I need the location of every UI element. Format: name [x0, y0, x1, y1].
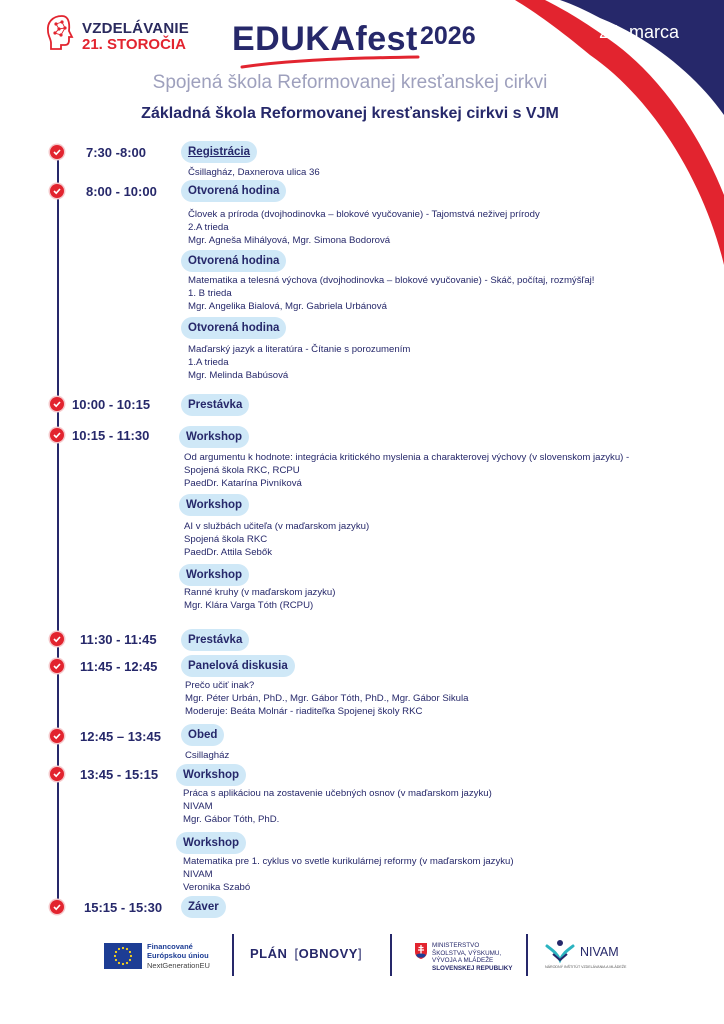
time-slot: 10:00 - 10:15	[72, 397, 151, 412]
school-name-secondary: Základná škola Reformovanej kresťanskej cirkvi s VJM	[141, 105, 559, 122]
session-detail: Od argumentu k hodnote: integrácia kritického myslenia a charakterovej výchovy (v slovenskom jazyku) - Spojená škola RKC, RCPU	[184, 452, 630, 477]
session-detail: Mgr. Agneša Mihályová, Mgr. Simona Bodorová	[188, 235, 391, 246]
session-label-otvorena-hodina: Otvorená hodina	[181, 250, 286, 272]
logo-line1: VZDELÁVANIE	[82, 20, 189, 37]
timeline-check-icon	[50, 900, 64, 914]
event-year: 2026	[420, 22, 476, 50]
session-detail: Prečo učiť inak?	[185, 680, 255, 691]
event-title: EDUKAfest	[232, 20, 418, 58]
session-detail: Mgr. Melinda Babúsová	[188, 370, 289, 381]
vzdelavanie-logo	[44, 12, 189, 56]
nivam-people-icon	[544, 938, 576, 964]
ministry-text: SLOVENSKEJ REPUBLIKY	[432, 964, 513, 972]
session-detail: Mgr. Angelika Bialová, Mgr. Gabriela Urbánová	[188, 301, 387, 312]
session-label-workshop: Workshop	[179, 494, 249, 516]
session-detail: Csillagház	[185, 750, 230, 761]
session-detail: Matematika a telesná výchova (dvojhodinovka – blokové vyučovanie) - Skáč, počítaj, rozmýšľaj!	[188, 275, 595, 286]
session-detail: 1. B trieda	[188, 288, 232, 299]
ministry-text: MINISTERSTVO	[432, 942, 480, 949]
session-detail: NIVAM	[183, 869, 213, 880]
eu-funding-text: NextGenerationEU	[147, 961, 210, 970]
session-label-workshop: Workshop	[179, 564, 249, 586]
plan-obnovy-logo: PLÁN [OBNOVY]	[250, 946, 363, 961]
timeline-check-icon	[50, 397, 64, 411]
session-detail: Ranné kruhy (v maďarskom jazyku)	[184, 587, 336, 598]
session-detail: Mgr. Klára Varga Tóth (RCPU)	[184, 600, 314, 611]
timeline-check-icon	[50, 767, 64, 781]
session-detail: Spojená škola RKC	[184, 534, 268, 545]
session-detail: AI v službách učiteľa (v maďarskom jazyku)	[184, 521, 370, 532]
session-label-registracia[interactable]: Registrácia	[181, 141, 257, 163]
timeline-line	[57, 160, 59, 908]
session-label-workshop: Workshop	[179, 426, 249, 448]
timeline-check-icon	[50, 659, 64, 673]
session-detail: PaedDr. Attila Sebők	[184, 547, 272, 558]
brain-network-icon	[44, 12, 80, 52]
time-slot: 8:00 - 10:00	[86, 184, 157, 199]
session-label-prestavka: Prestávka	[181, 629, 249, 651]
time-slot: 11:45 - 12:45	[80, 659, 158, 674]
session-detail: PaedDr. Katarína Pivníková	[184, 478, 302, 489]
time-slot: 10:15 - 11:30	[72, 428, 150, 443]
session-detail: Človek a príroda (dvojhodinovka – blokové vyučovanie) - Tajomstvá neživej prírody	[188, 209, 540, 220]
session-detail: Práca s aplikáciou na zostavenie učebných osnov (v maďarskom jazyku)	[183, 788, 492, 799]
school-name-primary: Spojená škola Reformovanej kresťanskej cirkvi	[152, 72, 548, 93]
session-label-otvorena-hodina: Otvorená hodina	[181, 317, 286, 339]
eu-funding-text: Financované	[147, 942, 193, 951]
session-detail: 2.A trieda	[188, 222, 229, 233]
eu-flag-icon	[104, 943, 142, 969]
session-label-zaver: Záver	[181, 896, 226, 918]
plan-obnovy-right: OBNOVY	[298, 946, 358, 961]
footer-divider	[232, 934, 234, 976]
time-slot: 15:15 - 15:30	[84, 900, 163, 915]
ministry-text: VÝVOJA A MLÁDEŽE	[432, 957, 494, 964]
footer-divider	[390, 934, 392, 976]
session-label-panelova-diskusia: Panelová diskusia	[181, 655, 295, 677]
session-label-obed: Obed	[181, 724, 224, 746]
time-slot: 11:30 - 11:45	[80, 632, 157, 647]
title-underline-stroke	[240, 54, 420, 70]
event-date: 24. marca	[599, 22, 680, 42]
plan-obnovy-left: PLÁN	[250, 946, 288, 961]
timeline-check-icon	[50, 428, 64, 442]
session-label-workshop: Workshop	[176, 832, 246, 854]
time-slot: 12:45 – 13:45	[80, 729, 161, 744]
session-detail: 1.A trieda	[188, 357, 229, 368]
eu-funding-text: Európskou úniou	[147, 951, 209, 960]
session-label-prestavka: Prestávka	[181, 394, 249, 416]
logo-line2: 21. STOROČIA	[82, 36, 186, 53]
slovak-crest-icon	[414, 942, 428, 960]
nivam-logo-text: NIVAM	[580, 945, 619, 959]
session-detail: Matematika pre 1. cyklus vo svetle kurikulárnej reformy (v maďarskom jazyku)	[183, 856, 514, 867]
session-detail: Veronika Szabó	[183, 882, 251, 893]
timeline-check-icon	[50, 184, 64, 198]
nivam-subtitle: NÁRODNÝ INŠTITÚT VZDELÁVANIA A MLÁDEŽE	[545, 965, 627, 969]
session-detail: Maďarský jazyk a literatúra - Čítanie s porozumením	[188, 344, 411, 355]
footer-divider	[526, 934, 528, 976]
timeline-check-icon	[50, 632, 64, 646]
session-detail: Mgr. Gábor Tóth, PhD.	[183, 814, 280, 825]
ministry-text: ŠKOLSTVA, VÝSKUMU,	[432, 949, 502, 957]
session-label-otvorena-hodina: Otvorená hodina	[181, 180, 286, 202]
session-detail: Mgr. Péter Urbán, PhD., Mgr. Gábor Tóth, PhD., Mgr. Gábor Sikula	[185, 693, 469, 704]
timeline-check-icon	[50, 145, 64, 159]
session-label-workshop: Workshop	[176, 764, 246, 786]
session-detail: Moderuje: Beáta Molnár - riaditeľka Spojenej školy RKC	[185, 706, 423, 717]
timeline-check-icon	[50, 729, 64, 743]
session-detail: Čsillagház, Daxnerova ulica 36	[188, 167, 320, 178]
time-slot: 7:30 -8:00	[86, 145, 146, 160]
session-detail: NIVAM	[183, 801, 213, 812]
time-slot: 13:45 - 15:15	[80, 767, 159, 782]
